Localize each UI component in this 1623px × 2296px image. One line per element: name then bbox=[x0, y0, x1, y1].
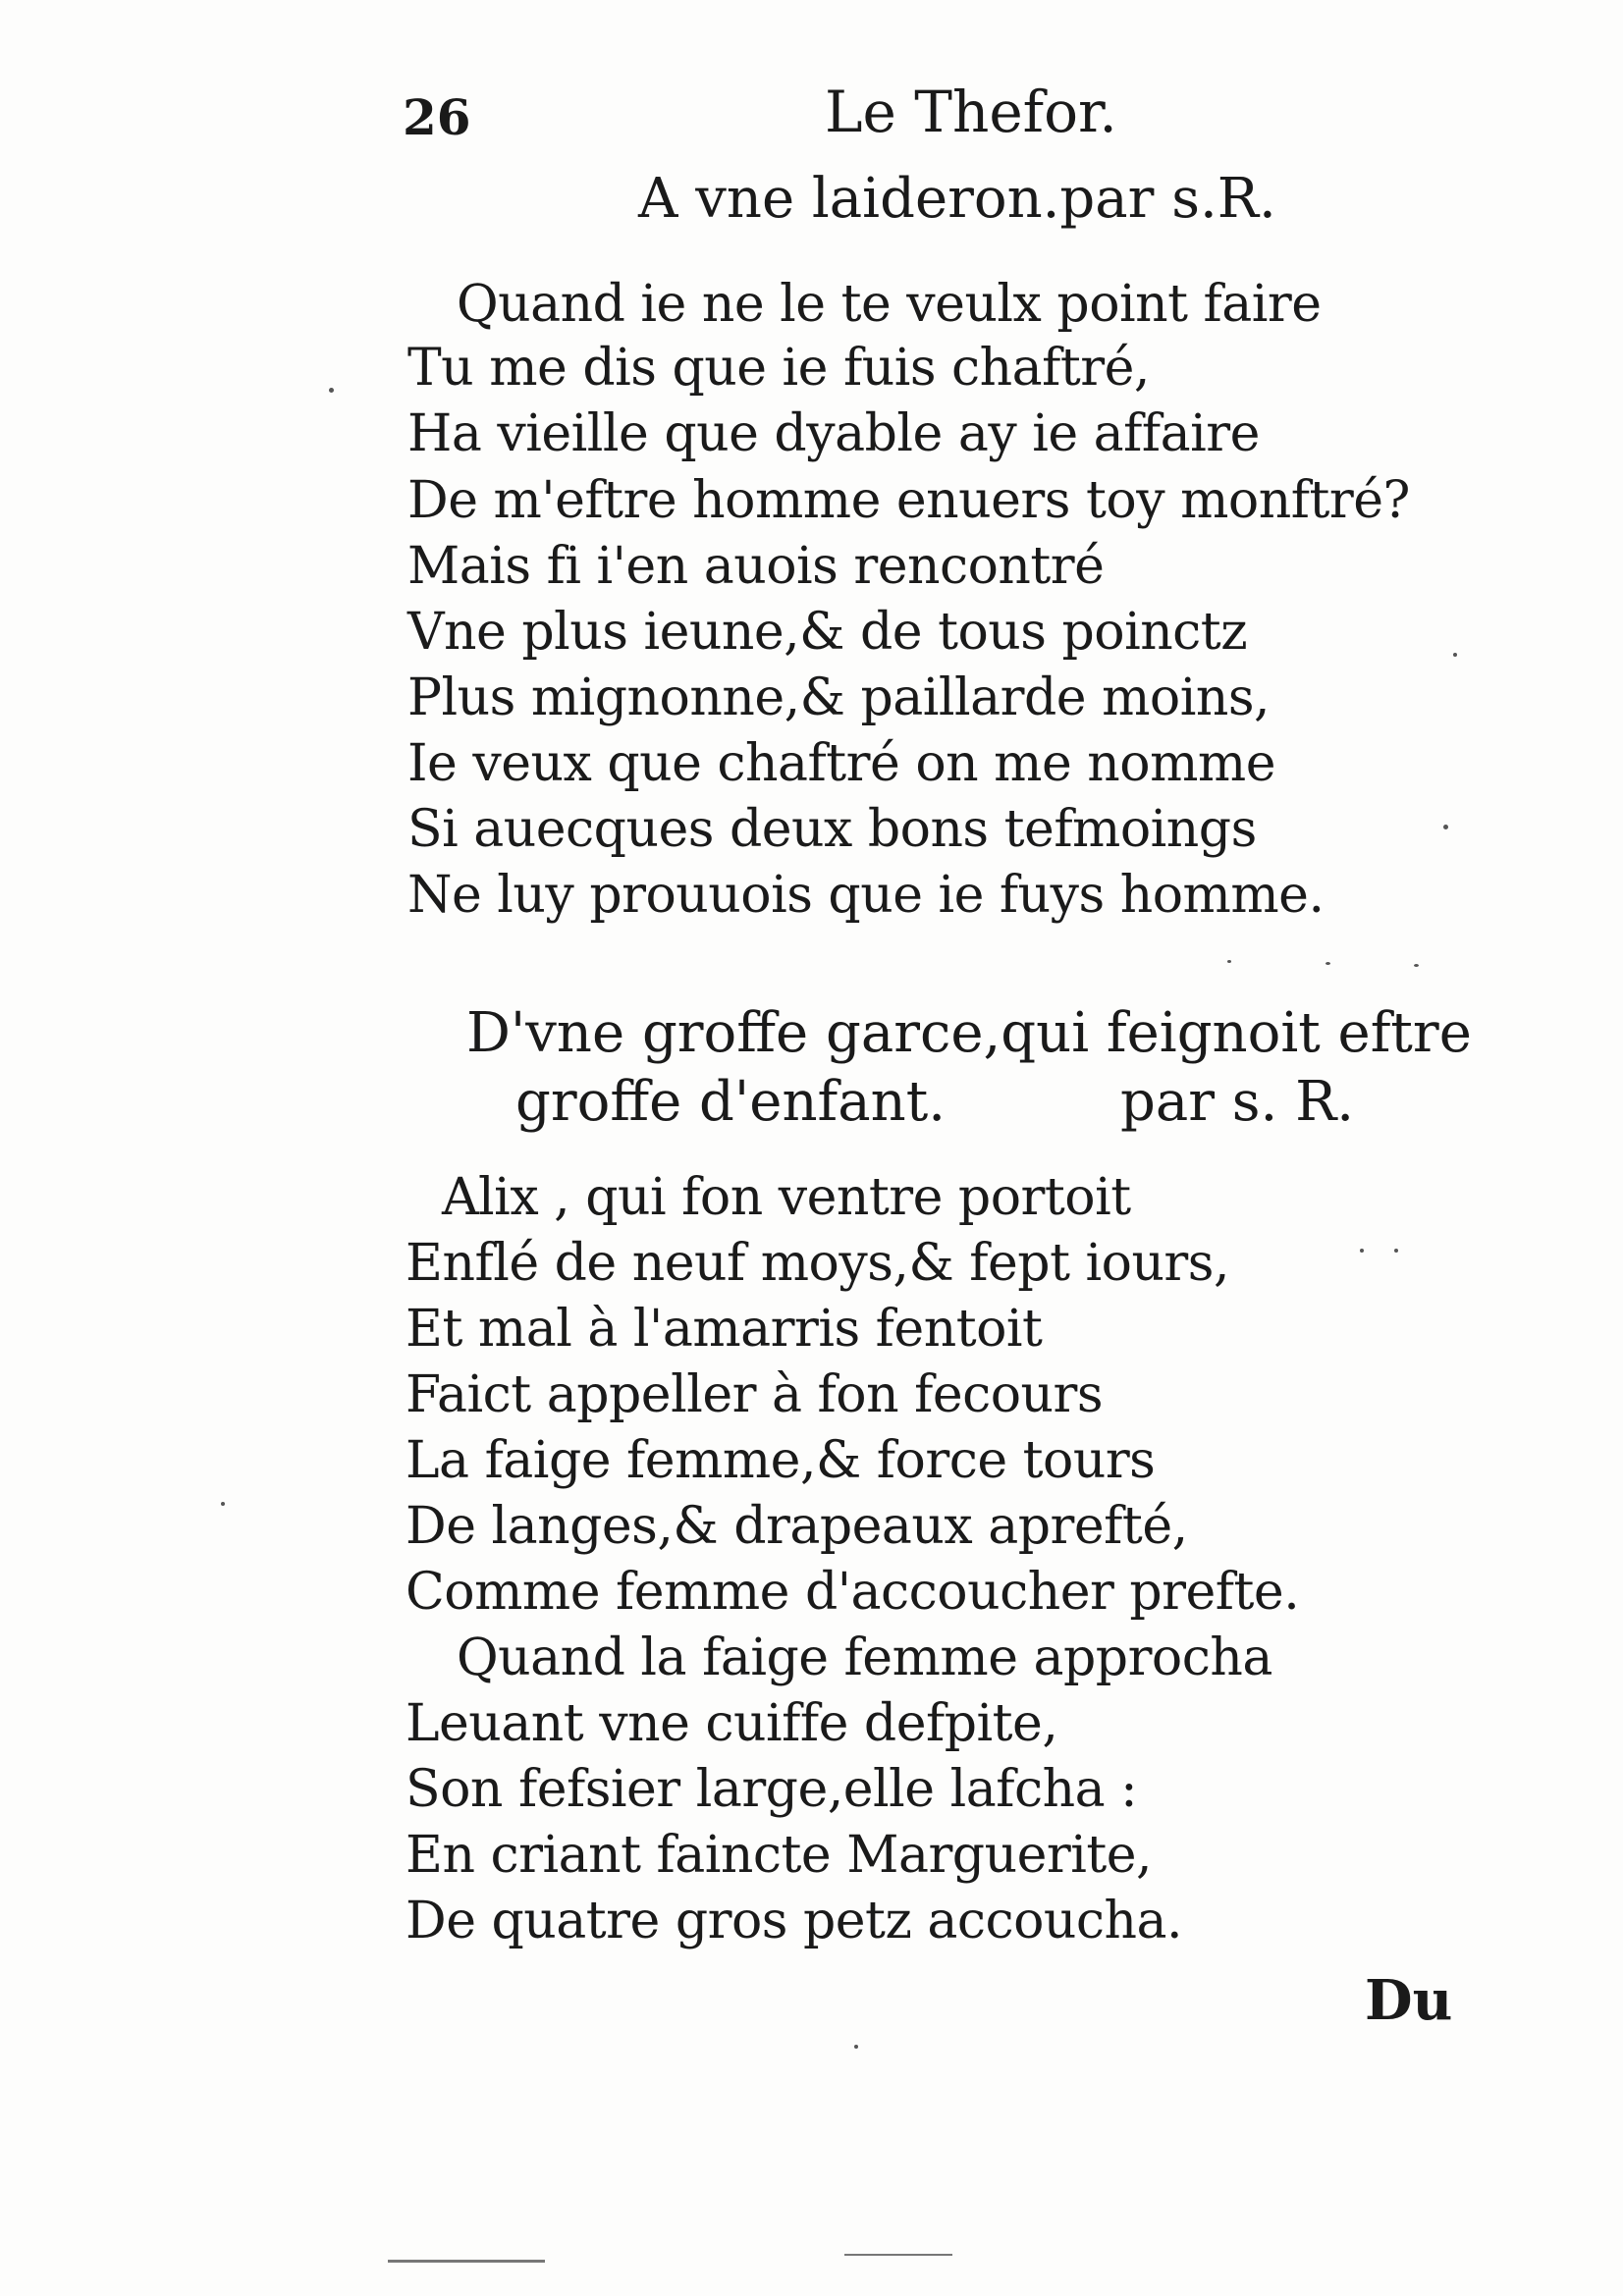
scan-speck bbox=[1325, 962, 1330, 965]
scan-speck bbox=[854, 2045, 858, 2049]
scan-speck bbox=[1360, 1249, 1364, 1253]
poem2-title-line1: D'vne groffe garce,qui feignoit eftre bbox=[466, 1001, 1472, 1065]
poem-line: En criant faincte Marguerite, bbox=[406, 1826, 1153, 1885]
running-title: Le Thefor. bbox=[825, 79, 1117, 145]
scan-speck bbox=[1394, 1249, 1398, 1253]
poem-line: De langes,& drapeaux aprefté, bbox=[406, 1497, 1188, 1556]
poem-line: Ne luy prouuois que ie fuys homme. bbox=[407, 866, 1325, 925]
poem2-title-line2: groffe d'enfant. par s. R. bbox=[515, 1070, 1355, 1134]
poem-line: Vne plus ieune,& de tous poinctz bbox=[407, 603, 1248, 662]
poem-line: De m'eftre homme enuers toy monftré? bbox=[407, 471, 1410, 530]
scan-speck bbox=[1227, 960, 1231, 963]
scan-speck bbox=[329, 388, 334, 393]
scan-speck bbox=[1443, 825, 1448, 829]
poem-line: Ie veux que chaftré on me nomme bbox=[407, 734, 1275, 793]
scan-speck bbox=[221, 1502, 225, 1506]
poem-line: Leuant vne cuiffe defpite, bbox=[406, 1694, 1058, 1753]
poem-line: Tu me dis que ie fuis chaftré, bbox=[407, 339, 1150, 398]
poem-line: De quatre gros petz accoucha. bbox=[406, 1892, 1183, 1950]
scan-rule bbox=[388, 2260, 545, 2263]
poem-line: Quand ie ne le te veulx point faire bbox=[457, 275, 1322, 334]
poem-line: Plus mignonne,& paillarde moins, bbox=[407, 668, 1271, 727]
poem-line: Si auecques deux bons tefmoings bbox=[407, 800, 1257, 859]
poem-line: Alix , qui fon ventre portoit bbox=[442, 1168, 1131, 1227]
poem-line: Son fefsier large,elle lafcha : bbox=[406, 1760, 1138, 1819]
poem-line: Quand la faige femme approcha bbox=[457, 1629, 1272, 1687]
poem-line: Enflé de neuf moys,& fept iours, bbox=[406, 1234, 1230, 1293]
poem-line: Ha vieille que dyable ay ie affaire bbox=[407, 404, 1260, 463]
poem-line: Comme femme d'accoucher prefte. bbox=[406, 1563, 1300, 1622]
scan-rule bbox=[844, 2254, 952, 2256]
catchword: Du bbox=[1365, 1968, 1453, 2033]
poem-line: La faige femme,& force tours bbox=[406, 1431, 1156, 1490]
poem1-title: A vne laideron.par s.R. bbox=[638, 167, 1276, 231]
scan-speck bbox=[1414, 964, 1419, 967]
poem-line: Faict appeller à fon fecours bbox=[406, 1365, 1104, 1424]
poem-line: Et mal à l'amarris fentoit bbox=[406, 1300, 1043, 1359]
page-number: 26 bbox=[403, 88, 471, 146]
poem-line: Mais fi i'en auois rencontré bbox=[407, 537, 1105, 596]
scan-speck bbox=[1453, 653, 1457, 657]
